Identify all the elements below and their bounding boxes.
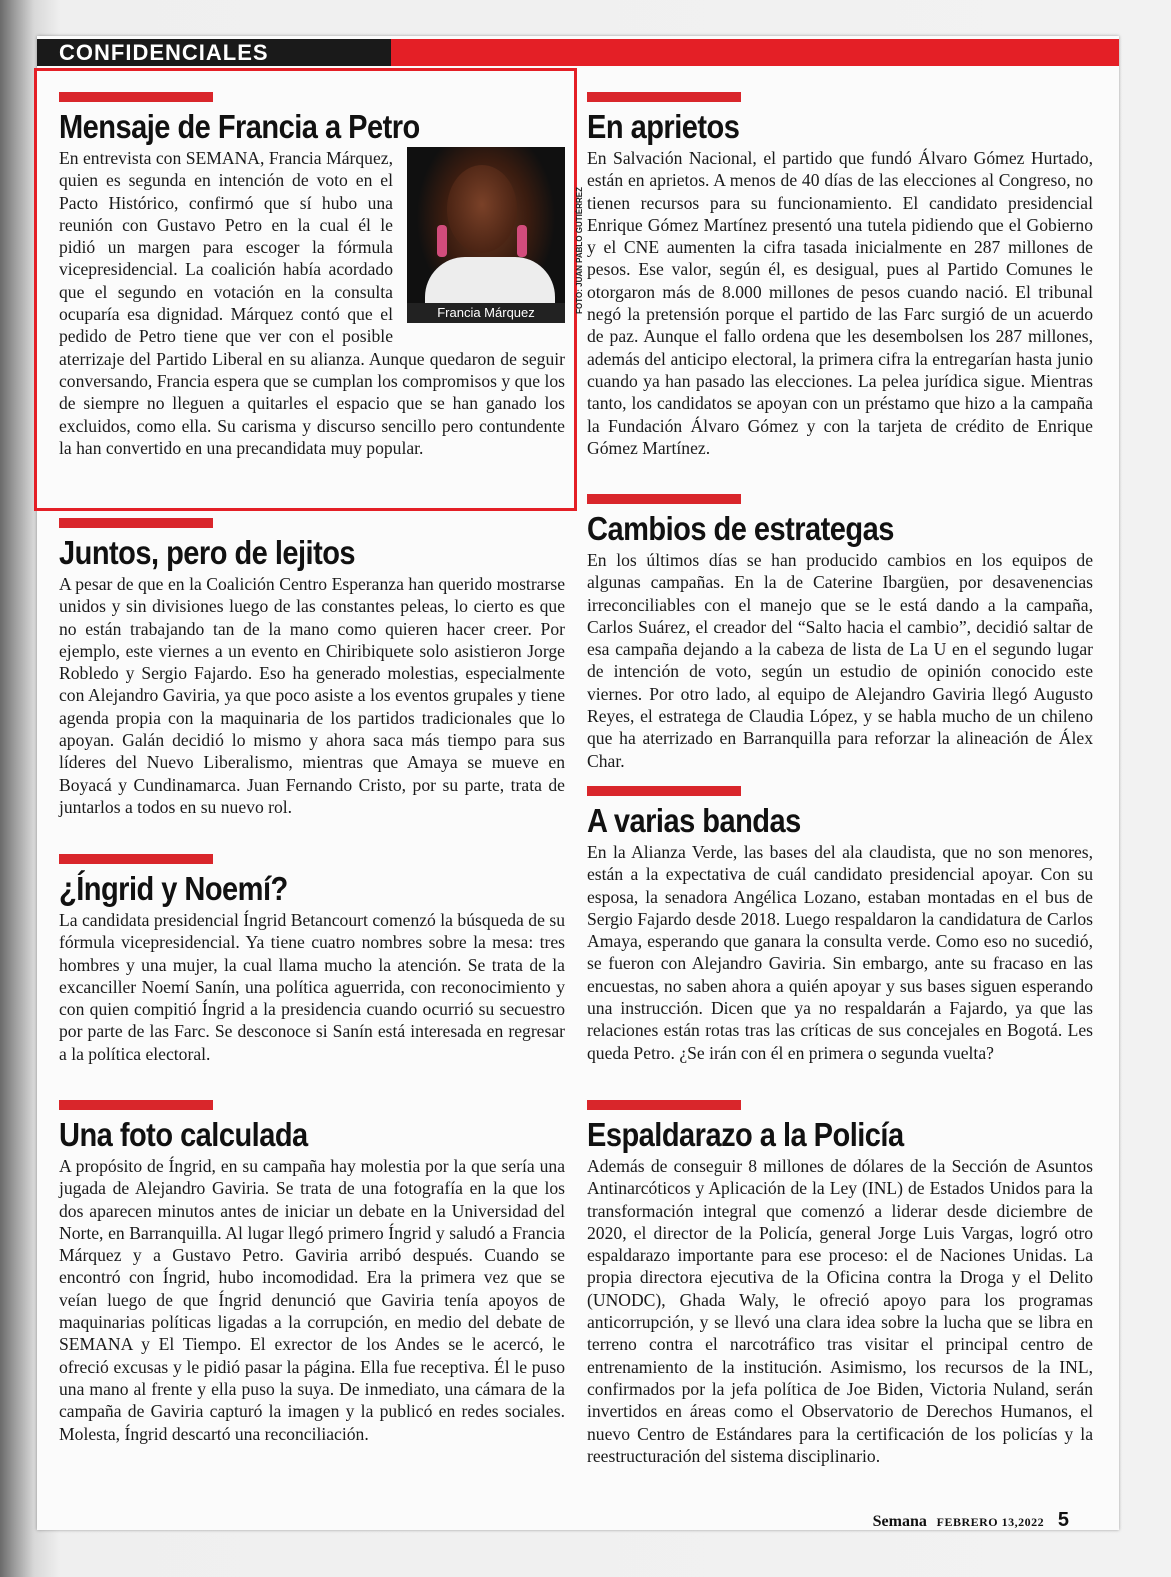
article-body — [59, 147, 584, 459]
photo-credit: FOTO: JUAN PABLO GUTIÉRREZ — [575, 187, 584, 314]
article-foto — [59, 1100, 565, 1445]
page-number: 5 — [1057, 1509, 1069, 1531]
issue-date: FEBRERO 13,2022 — [936, 1515, 1045, 1529]
portrait-photo — [407, 147, 584, 323]
earring-left — [437, 225, 447, 257]
article-accent-bar — [59, 92, 213, 102]
article-ingrid — [59, 854, 565, 1065]
photo-caption: Francia Márquez — [407, 303, 565, 323]
article-accent-bar — [587, 1100, 741, 1110]
article-accent-bar — [59, 854, 213, 864]
article-aprietos — [587, 92, 1093, 459]
article-title: Cambios de estrategas — [587, 510, 894, 547]
magazine-name: Semana — [872, 1513, 927, 1530]
article-body: Además de conseguir 8 millones de dólares de la Sección de Asuntos Antinarcóticos y Aplicación de la Ley (INL) de Estados Unidos para la transformación integral que comenzó a liderar desde diciembre de 2020, el director de la Policía, general Jorge Luis Vargas, logró otro espaldarazo importante para ese proceso: el de Naciones Unidas. La propia directora ejecutiva de la Oficina contra la Droga y el Delito (UNODC), Ghada Waly, le ofreció apoyo para los programas anticorrupción, y se llevó una clara idea sobre la lucha que se libra en terreno contra el narcotráfico tras visitar el principal centro de entrenamiento de la institución. Asimismo, los recursos de la INL, confirmados por la jefa política de Joe Biden, Victoria Nuland, serán invertidos en áreas como el Observatorio de Derechos Humanos, el nuevo Centro de Estándares para la certificación de los policías y la reestructuración del sistema disciplinario. — [587, 1156, 1093, 1466]
article-body: A propósito de Íngrid, en su campaña hay molestia por la que sería una jugada de Alejandro Gaviria. Se trata de una fotografía en la que los dos aparecen minutos antes de iniciar un debate en la Universidad del Norte, en Barranquilla. Al lugar llegó primero Íngrid y saludó a Francia Márquez y a Gustavo Petro. Gaviria arribó después. Cuando se encontró con Íngrid, hubo incomodidad. Era la primera vez que se veían luego de que Íngrid denunció que Gaviria tenía apoyos de maquinarias políticas ligadas a la corrupción, en medio del debate de SEMANA y El Tiempo. El exrector de los Andes se le acercó, le ofreció excusas y le pidió pasar la página. Ella fue receptiva. Él le puso una mano al frente y ella puso la suya. De inmediato, una cámara de la campaña de Gaviria capturó la imagen y la publicó en redes sociales. Molesta, Íngrid descartó una reconciliación. — [59, 1156, 565, 1444]
article-estrategas — [587, 494, 1093, 772]
article-text: En entrevista con SEMANA, Francia Márquez, quien es segunda en intención de voto en el Pacto Histórico, confirmó que sí hubo una reunión con Gustavo Petro en la cual él le pidió un margen para escoger la fórmula vicepresidencial. La coalición había acordado que el segundo en votación en la consulta ocuparía esa dignidad. Márquez contó que el pedido de Petro tiene que ver con el posible aterrizaje del Partido Liberal en su alianza. Aunque quedaron de seguir conversando, Francia espera que se cumplan los compromisos y que los de siempre no lleguen a quitarles el espacio que se han ganado los excluidos, como ella. Su carisma y discurso sencillo pero contundente la han convertido en una precandidata muy popular. — [59, 148, 565, 458]
portrait-face — [447, 165, 517, 253]
article-body: En la Alianza Verde, las bases del ala claudista, que no son menores, están a la expectativa de cuál candidato presidencial apoyar. Con su esposa, la senadora Angélica Lozano, estaban montadas en el bus de Sergio Fajardo desde 2018. Luego respaldaron la candidatura de Carlos Amaya, esperando que ganara la consulta verde. Como eso no sucedió, se fueron con Alejandro Gaviria. Sin embargo, ante su fracaso en las encuestas, no saben ahora a quién apoyar y sus bases siguen esperando una instrucción. Dicen que ya no respaldarán a Fajardo, ya que las relaciones están rotas tras las críticas de sus concejales en Bogotá. Les queda Petro. ¿Se irán con él en primera o segunda vuelta? — [587, 842, 1093, 1063]
article-title: Una foto calculada — [59, 1116, 308, 1153]
article-accent-bar — [587, 494, 741, 504]
article-title: A varias bandas — [587, 802, 801, 839]
article-title: Juntos, pero de lejitos — [59, 534, 356, 571]
page-footer — [873, 1509, 1069, 1532]
article-juntos — [59, 518, 565, 818]
article-francia — [59, 92, 584, 459]
article-body: En los últimos días se han producido cambios en los equipos de algunas campañas. En la de Caterine Ibargüen, por desavenencias irreconciliables con el manejo que se le está dando a la campaña, Carlos Suárez, el creador del “Salto hacia el cambio”, decidió saltar de esa campaña dejando a la cabeza de lista de La U en el segundo lugar de intención de voto, según un estudio de opinión conocido este viernes. Por otro lado, al equipo de Alejandro Gaviria llegó Augusto Reyes, el estratega de Claudia López, y se habla mucho de un chileno que ha aterrizado en Barranquilla para reforzar la alineación de Álex Char. — [587, 550, 1093, 771]
article-bandas — [587, 786, 1093, 1064]
article-title: Mensaje de Francia a Petro — [59, 108, 420, 145]
article-title: Espaldarazo a la Policía — [587, 1116, 904, 1153]
article-body: En Salvación Nacional, el partido que fundó Álvaro Gómez Hurtado, están en aprietos. A menos de 40 días de las elecciones al Congreso, no tienen recursos para su funcionamiento. El candidato presidencial Enrique Gómez Martínez presentó una tutela pidiendo que el Gobierno y el CNE aumenten la cifra tasada inicialmente en 287 millones de pesos. Ese valor, según él, es desigual, pues al Partido Comunes le otorgaron más de 8.000 millones de pesos cuando nació. El tribunal negó la pretensión porque el partido de las Farc surgió de un acuerdo de paz. Aunque el fallo ordena que les desembolsen los 287 millones, además del anticipo electoral, la primera cifra la entregarían hasta junio cuando ya han pasado las elecciones. La pelea jurídica sigue. Mientras tanto, los candidatos se apoyan con un préstamo que hizo a la campaña la Fundación Álvaro Gómez y con la tarjeta de crédito de Enrique Gómez Martínez. — [587, 148, 1093, 458]
article-accent-bar — [59, 518, 213, 528]
article-body: A pesar de que en la Coalición Centro Esperanza han querido mostrarse unidos y sin divisiones luego de las constantes peleas, lo cierto es que no están trabajando tan de la mano como quieren hacer creer. Por ejemplo, este viernes a un evento en Chiribiquete solo asistieron Jorge Robledo y Sergio Fajardo. Eso ha generado molestias, especialmente con Alejandro Gaviria, ya que poco asiste a los eventos grupales y tiene agenda propia con la maquinaria de los partidos tradicionales que lo apoyan. Galán decidió lo mismo y ahora saca más tiempo para sus líderes del Nuevo Liberalismo, mientras que Amaya se mueve en Boyacá y Cundinamarca. Juan Fernando Cristo, por su parte, trata de juntarlos a todos en su nuevo rol. — [59, 574, 565, 817]
earring-right — [517, 225, 527, 257]
article-body: La candidata presidencial Íngrid Betancourt comenzó la búsqueda de su fórmula vicepresidencial. Ya tiene cuatro nombres sobre la mesa: tres hombres y una mujer, la cual llama mucho la atención. Se trata de la excanciller Noemí Sanín, una política aguerrida, con reconocimiento y con quien compitió Íngrid a la presidencia cuando ocurrió su secuestro por parte de las Farc. Se desconoce si Sanín está interesada en regresar a la política electoral. — [59, 910, 565, 1064]
article-accent-bar — [587, 786, 741, 796]
magazine-page — [37, 36, 1119, 1530]
article-title: En aprietos — [587, 108, 740, 145]
section-header-bar — [37, 39, 1119, 66]
article-policia — [587, 1100, 1093, 1467]
section-title: CONFIDENCIALES — [59, 40, 269, 65]
article-title: ¿Íngrid y Noemí? — [59, 870, 288, 907]
article-accent-bar — [587, 92, 741, 102]
article-accent-bar — [59, 1100, 213, 1110]
